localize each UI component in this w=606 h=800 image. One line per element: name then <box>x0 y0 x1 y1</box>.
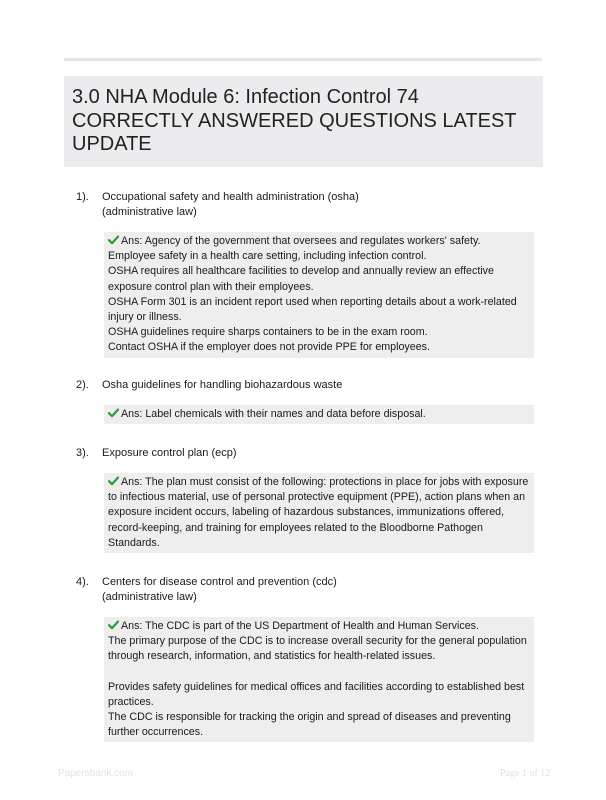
document-title-box <box>64 76 543 167</box>
question-text <box>102 575 532 605</box>
question-text <box>102 190 532 220</box>
answer-line: exposure control plan with their employees. <box>108 280 314 293</box>
answer-box <box>104 617 534 742</box>
question-number: 1). <box>76 191 89 203</box>
question-text <box>102 446 532 461</box>
answer-line: practices. <box>108 695 154 708</box>
answer-line: The CDC is responsible for tracking the origin and spread of diseases and preventing <box>108 711 511 724</box>
question-number: 2). <box>76 379 89 391</box>
answer-line: record-keeping, and training for employees related to the Bloodborne Pathogen <box>108 521 483 534</box>
question-title: Osha guidelines for handling biohazardous waste <box>102 379 343 391</box>
answer-line: Provides safety guidelines for medical offices and facilities according to established best <box>108 680 525 693</box>
question-number: 4). <box>76 576 89 588</box>
answer-line: The primary purpose of the CDC is to increase overall security for the general population <box>108 635 527 648</box>
answer-line: OSHA guidelines require sharps containers to be in the exam room. <box>108 326 428 339</box>
answer-line: exposure incident occurs, labeling of hazardous substances, immunizations offered, <box>108 506 505 519</box>
checkmark-icon <box>108 235 119 245</box>
question-text <box>102 378 532 393</box>
checkmark-icon <box>108 620 119 630</box>
question-title: Centers for disease control and prevention (cdc) <box>102 576 337 588</box>
footer-watermark: Papersbank.com <box>58 768 134 779</box>
answer-line: Ans: The CDC is part of the US Department of Health and Human Services. <box>108 619 530 634</box>
answer-line: Standards. <box>108 536 160 549</box>
answer-line: to infectious material, use of personal protective equipment (PPE), action plans when an <box>108 491 526 504</box>
question-subtitle: (administrative law) <box>102 591 197 603</box>
answer-line: Employee safety in a health care setting, including infection control. <box>108 250 427 263</box>
question-title: Exposure control plan (ecp) <box>102 447 237 459</box>
answer-box <box>104 473 534 553</box>
answer-line: Ans: The plan must consist of the following: protections in place for jobs with exposure <box>108 475 530 490</box>
question-title: Occupational safety and health administration (osha) <box>102 191 359 203</box>
answer-line: Ans: Agency of the government that oversees and regulates workers' safety. <box>108 234 530 249</box>
question-subtitle: (administrative law) <box>102 206 197 218</box>
answer-line: OSHA Form 301 is an incident report used when reporting details about a work-related <box>108 295 517 308</box>
answer-line: Ans: Label chemicals with their names and data before disposal. <box>108 407 530 422</box>
answer-box <box>104 405 534 424</box>
answer-line: Contact OSHA if the employer does not provide PPE for employees. <box>108 341 430 354</box>
answer-spacer <box>108 665 530 680</box>
question-number: 3). <box>76 447 89 459</box>
answer-box <box>104 232 534 358</box>
header-divider <box>64 58 542 61</box>
answer-line: further occurrences. <box>108 726 204 739</box>
answer-line: OSHA requires all healthcare facilities to develop and annually review an effective <box>108 265 494 278</box>
checkmark-icon <box>108 476 119 486</box>
answer-line: through research, information, and statistics for health-related issues. <box>108 650 436 663</box>
answer-line: injury or illness. <box>108 311 182 324</box>
page-indicator: Page 1 of 12 <box>500 768 551 779</box>
checkmark-icon <box>108 408 119 418</box>
document-title: 3.0 NHA Module 6: Infection Control 74 CORRECTLY ANSWERED QUESTIONS LATEST UPDATE <box>72 86 517 155</box>
